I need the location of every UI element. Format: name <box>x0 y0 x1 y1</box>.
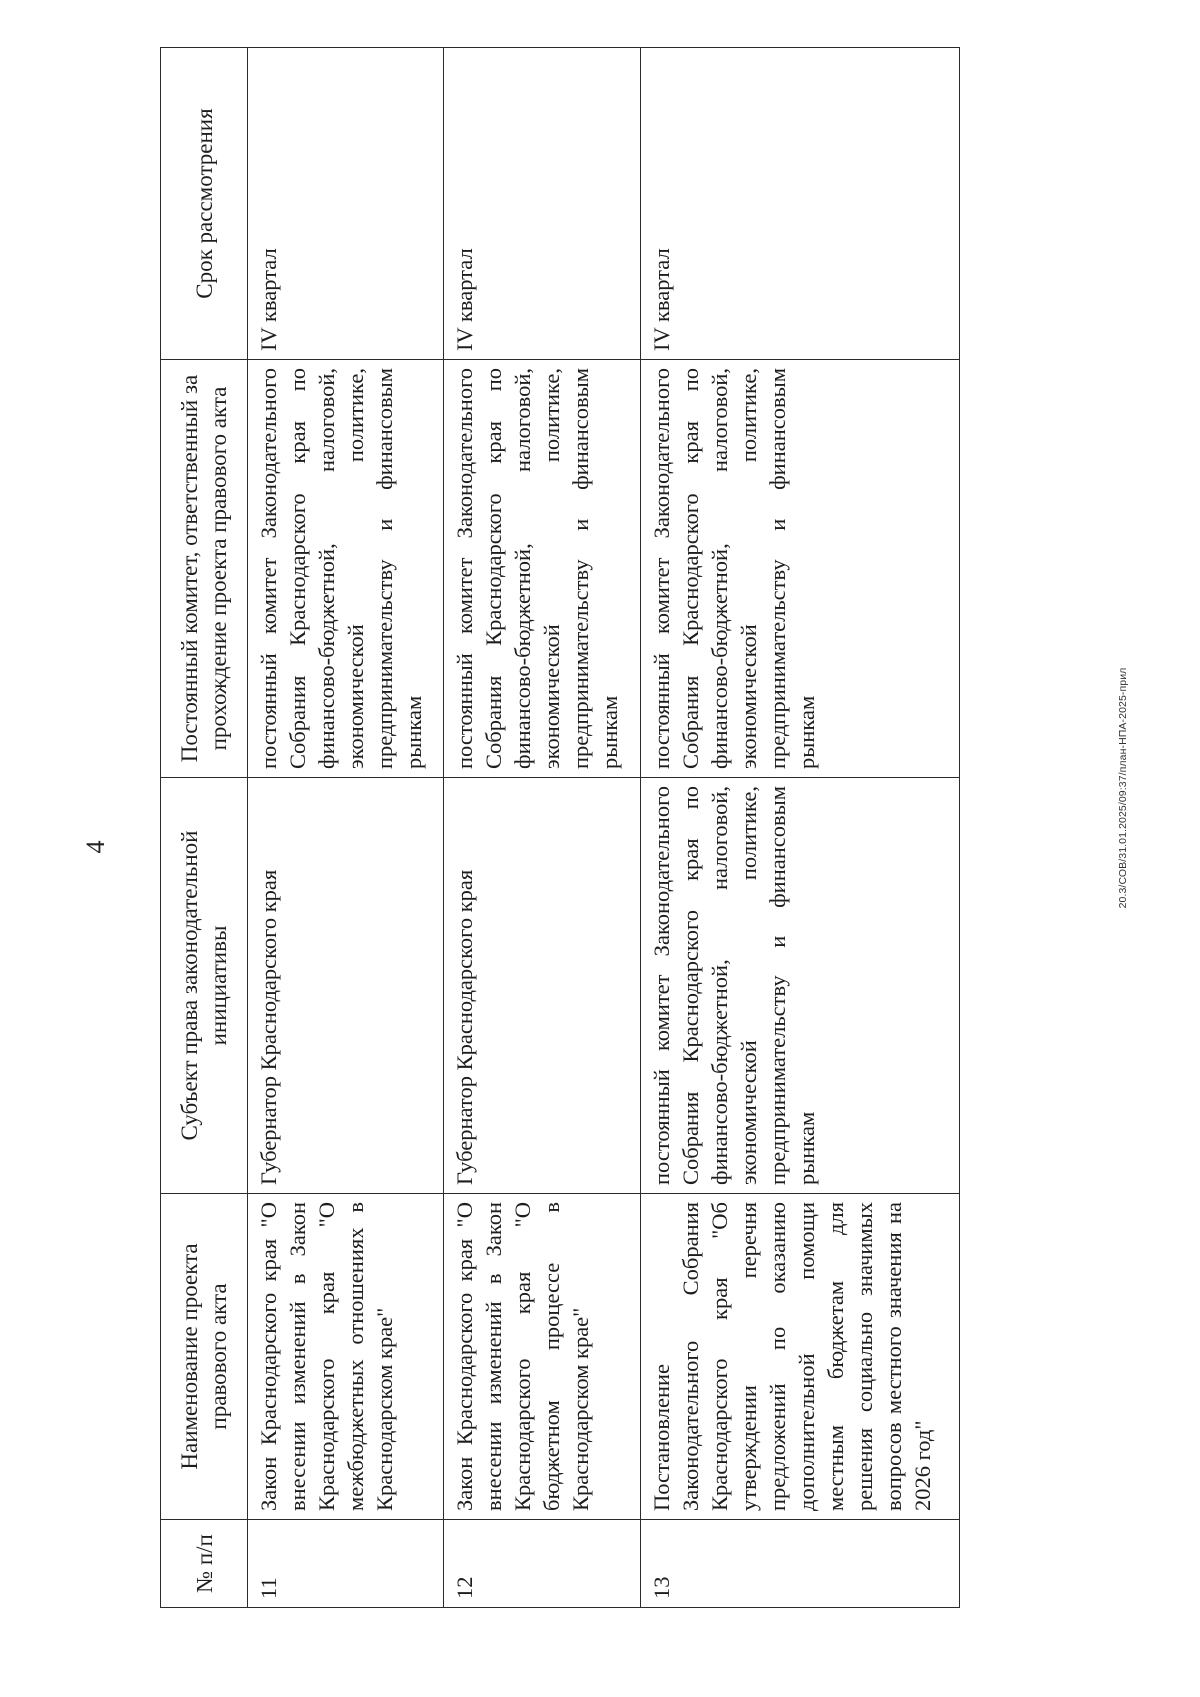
legislative-plan-table <box>160 47 960 1608</box>
row-initiative-subject: постоянный комитет Законодательного Собрания Краснодарского края по финансово-бюджетной, налоговой, экономической политике, предпринимательству и финансовым рынкам <box>640 778 959 1194</box>
row-responsible-committee: постоянный комитет Законодательного Собрания Краснодарского края по финансово-бюджетной, налоговой, экономической политике, предпринимательству и финансовым рынкам <box>444 360 640 778</box>
header-number: № п/п <box>161 1520 248 1608</box>
table-row <box>444 48 640 1608</box>
footer-code-text: 20.3/СОВ/31.01.2025/09:37/план-НПА-2025-прил <box>1117 667 1129 909</box>
row-responsible-committee: постоянный комитет Законодательного Собрания Краснодарского края по финансово-бюджетной, налоговой, экономической политике, предпринимательству и финансовым рынкам <box>248 360 444 778</box>
row-act-name: Закон Краснодарского края "О внесении изменений в Закон Краснодарского края "О межбюджетных отношениях в Краснодарском крае" <box>248 1194 444 1520</box>
table-header-row <box>161 48 248 1608</box>
row-review-term: IV квартал <box>248 48 444 360</box>
row-review-term: IV квартал <box>444 48 640 360</box>
row-responsible-committee: постоянный комитет Законодательного Собрания Краснодарского края по финансово-бюджетной, налоговой, экономической политике, предпринимательству и финансовым рынкам <box>640 360 959 778</box>
row-number: 12 <box>444 1520 640 1608</box>
header-act-name: Наименование проекта правового акта <box>161 1194 248 1520</box>
row-initiative-subject: Губернатор Краснодарского края <box>248 778 444 1194</box>
row-act-name: Закон Краснодарского края "О внесении изменений в Закон Краснодарского края "О бюджетном процессе в Краснодарском крае" <box>444 1194 640 1520</box>
page-number: 4 <box>81 840 110 854</box>
row-number: 11 <box>248 1520 444 1608</box>
row-initiative-subject: Губернатор Краснодарского края <box>444 778 640 1194</box>
table-row <box>248 48 444 1608</box>
header-initiative-subject: Субъект права законодательной инициативы <box>161 778 248 1194</box>
row-review-term: IV квартал <box>640 48 959 360</box>
table-row <box>640 48 959 1608</box>
header-responsible-committee: Постоянный комитет, ответственный за прохождение проекта правового акта <box>161 360 248 778</box>
row-act-name: Постановление Законодательного Собрания Краснодарского края "Об утверждении перечня предложений по оказанию дополнительной помощи местным бюджетам для решения социально значимых вопросов местного значения на 2026 год" <box>640 1194 959 1520</box>
rotated-table-container <box>160 48 960 1608</box>
row-number: 13 <box>640 1520 959 1608</box>
header-review-term: Срок рассмотрения <box>161 48 248 360</box>
